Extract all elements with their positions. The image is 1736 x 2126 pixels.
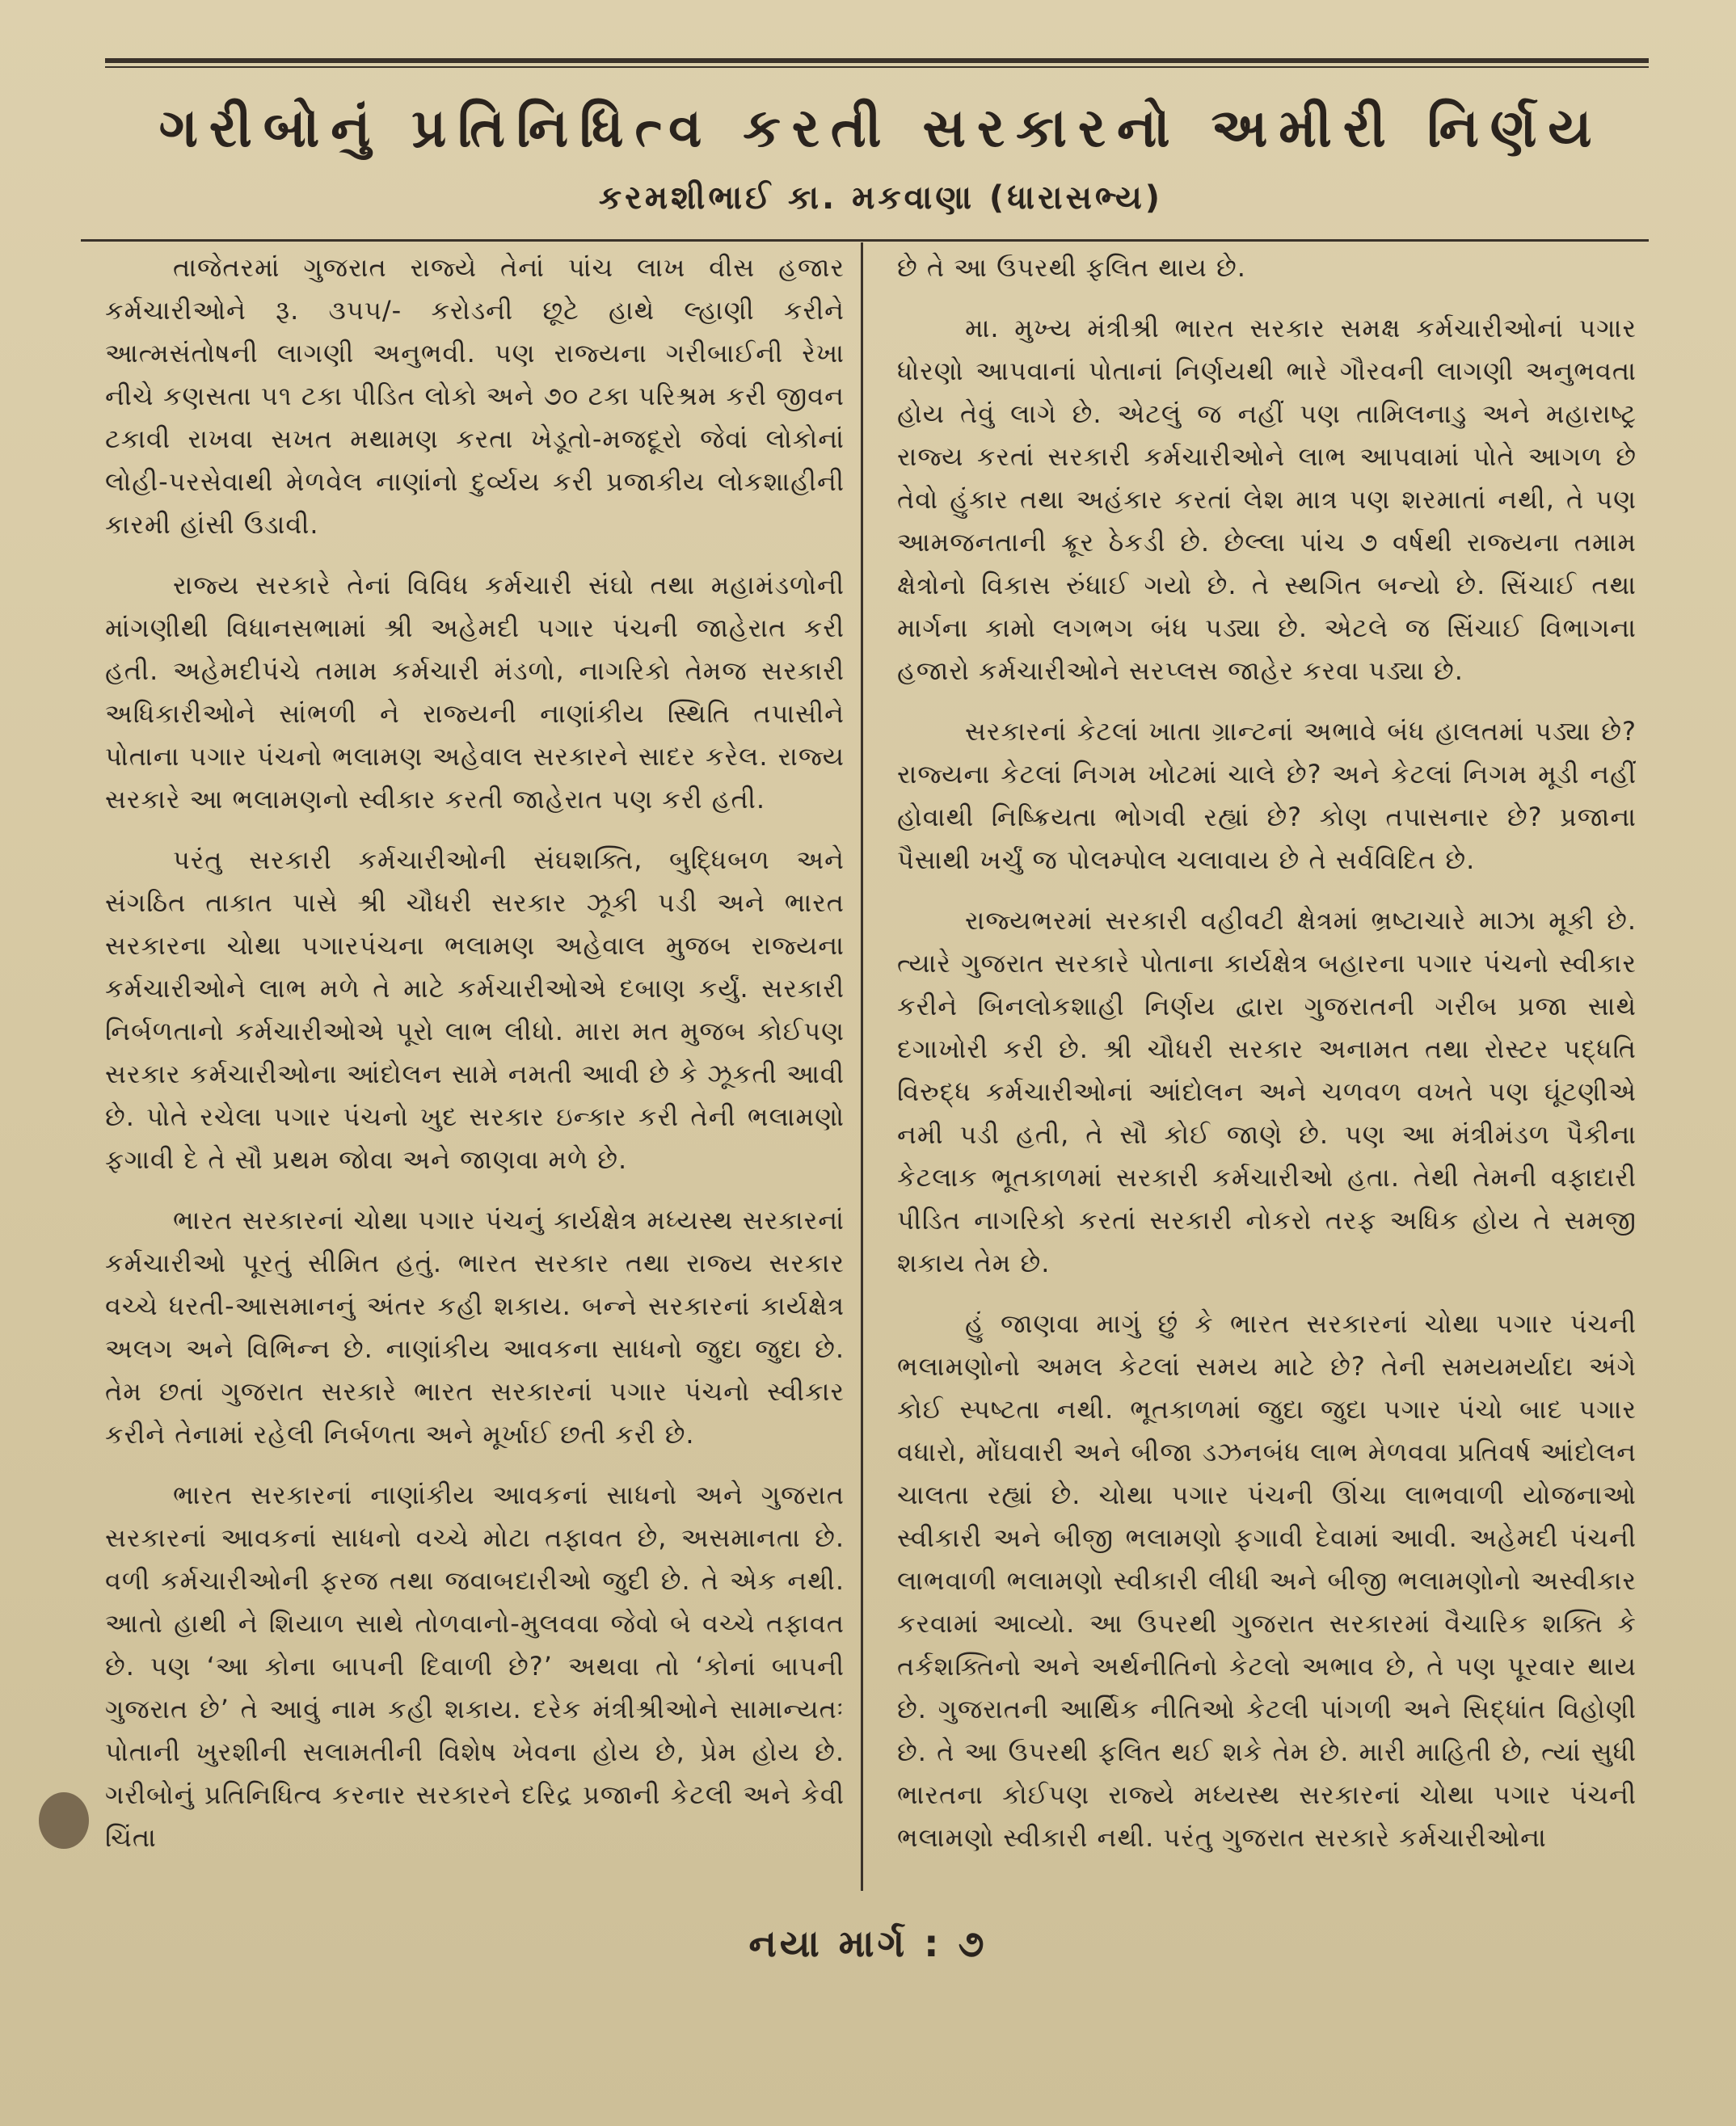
top-rule bbox=[105, 58, 1649, 63]
paragraph: છે તે આ ઉપરથી ફલિત થાય છે. bbox=[897, 252, 1246, 283]
paragraph: પરંતુ સરકારી કર્મચારીઓની સંઘશક્તિ, બુદ્ધિબળ અને સંગઠિત તાકાત પાસે શ્રી ચૌધરી સરકાર ઝૂકી પડી અને ભારત સરકારના ચોથા પગારપંચના ભલામણ અહેવાલ મુજબ રાજ્યના કર્મચારીઓને લાભ મળે તે માટે કર્મચારીઓએ દબાણ કર્યું. સરકારી નિર્બળતાનો કર્મચારીઓએ પૂરો લાભ લીધો. મારા મત મુજબ કોઈપણ સરકાર કર્મચારીઓના આંદોલન સામે નમતી આવી છે કે ઝૂકતી આવી છે. પોતે રચેલા પગાર પંચનો ખુદ સરકાર ઇન્કાર કરી તેની ભલામણો ફગાવી દે તે સૌ પ્રથમ જોવા અને જાણવા મળે છે. bbox=[105, 844, 845, 1175]
article-title: ગરીબોનું પ્રતિનિધિત્વ કરતી સરકારનો અમીરી નિર્ણય bbox=[158, 97, 1603, 159]
paragraph: ભારત સરકારનાં ચોથા પગાર પંચનું કાર્યક્ષેત્ર મધ્યસ્થ સરકારનાં કર્મચારીઓ પૂરતું સીમિત હતું. ભારત સરકાર તથા રાજ્ય સરકાર વચ્ચે ધરતી-આસમાનનું અંતર કહી શકાય. બન્ને સરકારનાં કાર્યક્ષેત્ર અલગ અને વિભિન્ન છે. નાણાંકીય આવકના સાધનો જુદા જુદા છે. તેમ છતાં ગુજરાત સરકારે ભારત સરકારનાં પગાર પંચનો સ્વીકાર કરીને તેનામાં રહેલી નિર્બળતા અને મૂર્ખાઈ છતી કરી છે. bbox=[105, 1205, 845, 1450]
top-rule-thin bbox=[105, 66, 1649, 68]
paragraph: ભારત સરકારનાં નાણાંકીય આવકનાં સાધનો અને ગુજરાત સરકારનાં આવકનાં સાધનો વચ્ચે મોટા તફાવત છે, અસમાનતા છે. વળી કર્મચારીઓની ફરજ તથા જવાબદારીઓ જુદી છે. તે એક નથી. આતો હાથી ને શિયાળ સાથે તોળવાનો-મુલવવા જેવો બે વચ્ચે તફાવત છે. પણ ‘આ કોના બાપની દિવાળી છે?’ અથવા તો ‘કોનાં બાપની ગુજરાત છે’ તે આવું નામ કહી શકાય. દરેક મંત્રીશ્રીઓને સામાન્યતઃ પોતાની ખુરશીની સલામતીની વિશેષ ખેવના હોય છે, પ્રેમ હોય છે. ગરીબોનું પ્રતિનિધિત્વ કરનાર સરકારને દરિદ્ર પ્રજાની કેટલી અને કેવી ચિંતા bbox=[105, 1480, 845, 1853]
paragraph: સરકારનાં કેટલાં ખાતા ગ્રાન્ટનાં અભાવે બંધ હાલતમાં પડ્યા છે? રાજ્યના કેટલાં નિગમ ખોટમાં ચાલે છે? અને કેટલાં નિગમ મૂડી નહીં હોવાથી નિષ્ક્રિયતા ભોગવી રહ્યાં છે? કોણ તપાસનાર છે? પ્રજાના પૈસાથી ખર્ચું જ પોલમ્પોલ ચલાવાય છે તે સર્વવિદિત છે. bbox=[897, 716, 1637, 875]
header-rule bbox=[81, 239, 1649, 242]
article-byline: કરમશીભાઈ કા. મકવાણા (ધારાસભ્ય) bbox=[598, 179, 1164, 217]
left-column bbox=[105, 246, 845, 1877]
paragraph: તાજેતરમાં ગુજરાત રાજ્યે તેનાં પાંચ લાખ વીસ હજાર કર્મચારીઓને રૂ. ૩૫૫/- કરોડની છૂટે હાથે લ્હાણી કરીને આત્મસંતોષની લાગણી અનુભવી. પણ રાજ્યના ગરીબાઈની રેખા નીચે કણસતા ૫૧ ટકા પીડિત લોકો અને ૭૦ ટકા પરિશ્રમ કરી જીવન ટકાવી રાખવા સખત મથામણ કરતા ખેડૂતો-મજદૂરો જેવાં લોકોનાં લોહી-પરસેવાથી મેળવેલ નાણાંનો દુર્વ્યય કરી પ્રજાકીય લોકશાહીની કારમી હાંસી ઉડાવી. bbox=[105, 252, 845, 540]
paragraph: રાજ્ય સરકારે તેનાં વિવિધ કર્મચારી સંઘો તથા મહામંડળોની માંગણીથી વિધાનસભામાં શ્રી અહેમદી પગાર પંચની જાહેરાત કરી હતી. અહેમદીપંચે તમામ કર્મચારી મંડળો, નાગરિકો તેમજ સરકારી અધિકારીઓને સાંભળી ને રાજ્યની નાણાંકીય સ્થિતિ તપાસીને પોતાના પગાર પંચનો ભલામણ અહેવાલ સરકારને સાદર કરેલ. રાજ્ય સરકારે આ ભલામણનો સ્વીકાર કરતી જાહેરાત પણ કરી હતી. bbox=[105, 570, 845, 815]
paragraph: રાજ્યભરમાં સરકારી વહીવટી ક્ષેત્રમાં ભ્રષ્ટાચારે માઝા મૂકી છે. ત્યારે ગુજરાત સરકારે પોતાના કાર્યક્ષેત્ર બહારના પગાર પંચનો સ્વીકાર કરીને બિનલોકશાહી નિર્ણય દ્વારા ગુજરાતની ગરીબ પ્રજા સાથે દગાખોરી કરી છે. શ્રી ચૌધરી સરકાર અનામત તથા રોસ્ટર પદ્ધતિ વિરુદ્ધ કર્મચારીઓનાં આંદોલન અને ચળવળ વખતે પણ ઘૂંટણીએ નમી પડી હતી, તે સૌ કોઈ જાણે છે. પણ આ મંત્રીમંડળ પૈકીના કેટલાક ભૂતકાળમાં સરકારી કર્મચારીઓ હતા. તેથી તેમની વફાદારી પીડિત નાગરિકો કરતાં સરકારી નોકરો તરફ અધિક હોય તે સમજી શકાય તેમ છે. bbox=[897, 905, 1637, 1278]
paper-damage-hole bbox=[39, 1792, 89, 1849]
paragraph: મા. મુખ્ય મંત્રીશ્રી ભારત સરકાર સમક્ષ કર્મચારીઓનાં પગાર ધોરણો આપવાનાં પોતાનાં નિર્ણયથી ભારે ગૌરવની લાગણી અનુભવતા હોય તેવું લાગે છે. એટલું જ નહીં પણ તામિલનાડુ અને મહારાષ્ટ્ર રાજ્ય કરતાં સરકારી કર્મચારીઓને લાભ આપવામાં પોતે આગળ છે તેવો હુંકાર તથા અહંકાર કરતાં લેશ માત્ર પણ શરમાતાં નથી, તે પણ આમજનતાની ક્રૂર ઠેકડી છે. છેલ્લા પાંચ ૭ વર્ષથી રાજ્યના તમામ ક્ષેત્રોનો વિકાસ રુંધાઈ ગયો છે. તે સ્થગિત બન્યો છે. સિંચાઈ તથા માર્ગના કામો લગભગ બંધ પડ્યા છે. એટલે જ સિંચાઈ વિભાગના હજારો કર્મચારીઓને સરપ્લસ જાહેર કરવા પડ્યા છે. bbox=[897, 313, 1637, 686]
column-divider bbox=[861, 242, 863, 1891]
right-column bbox=[897, 246, 1637, 1877]
page-footer: નયા માર્ગ : ૭ bbox=[748, 1922, 988, 1965]
paragraph: હું જાણવા માગું છું કે ભારત સરકારનાં ચોથા પગાર પંચની ભલામણોનો અમલ કેટલાં સમય માટે છે? તેની સમયમર્યાદા અંગે કોઈ સ્પષ્ટતા નથી. ભૂતકાળમાં જુદા જુદા પગાર પંચો બાદ પગાર વધારો, મોંઘવારી અને બીજા ડઝનબંધ લાભ મેળવવા પ્રતિવર્ષ આંદોલન ચાલતા રહ્યાં છે. ચોથા પગાર પંચની ઊંચા લાભવાળી યોજનાઓ સ્વીકારી અને બીજી ભલામણો ફગાવી દેવામાં આવી. અહેમદી પંચની લાભવાળી ભલામણો સ્વીકારી લીધી અને બીજી ભલામણોનો અસ્વીકાર કરવામાં આવ્યો. આ ઉપરથી ગુજરાત સરકારમાં વૈચારિક શક્તિ કે તર્કશક્તિનો અને અર્થનીતિનો કેટલો અભાવ છે, તે પણ પૂરવાર થાય છે. ગુજરાતની આર્થિક નીતિઓ કેટલી પાંગળી અને સિદ્ધાંત વિહોણી છે. તે આ ઉપરથી ફલિત થઈ શકે તેમ છે. મારી માહિતી છે, ત્યાં સુધી ભારતના કોઈપણ રાજ્યે મધ્યસ્થ સરકારનાં ચોથા પગાર પંચની ભલામણો સ્વીકારી નથી. પરંતુ ગુજરાત સરકારે કર્મચારીઓના bbox=[897, 1308, 1637, 1853]
